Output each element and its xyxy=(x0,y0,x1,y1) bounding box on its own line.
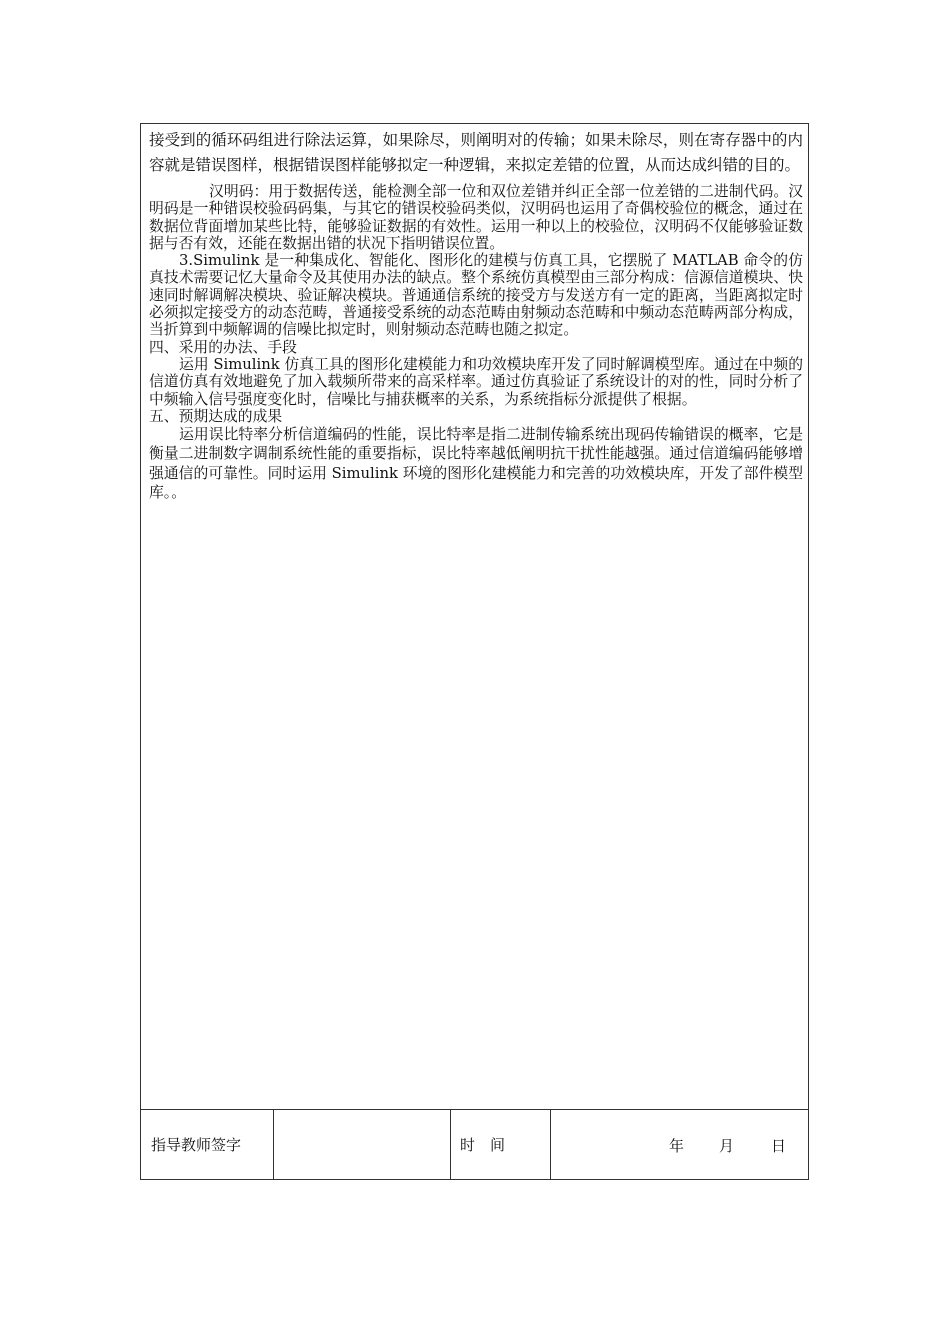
body-text xyxy=(149,128,803,502)
form-frame xyxy=(140,123,809,1180)
year-label: 年 xyxy=(669,1137,685,1155)
paragraph-methods: 运用 Simulink 仿真工具的图形化建模能力和功效模块库开发了同时解调模型库。通过在中频的信道仿真有效地避免了加入载频所带来的高采样率。通过仿真验证了系统设计的对的性，同时分析了中频输入信号强度变化时，信噪比与捕获概率的关系，为系统指标分派提供了根据。 xyxy=(149,355,803,408)
heading-methods: 四、采用的办法、手段 xyxy=(149,338,297,356)
heading-expected-results: 五、预期达成的成果 xyxy=(149,407,283,425)
date-field[interactable] xyxy=(551,1110,808,1179)
time-label: 时 间 xyxy=(450,1110,551,1179)
paragraph-cyclic-code: 接受到的循环码组进行除法运算，如果除尽，则阐明对的传输；如果未除尽，则在寄存器中的内容就是错误图样，根据错误图样能够拟定一种逻辑，来拟定差错的位置，从而达成纠错的目的。 xyxy=(149,131,803,174)
month-label: 月 xyxy=(719,1137,735,1155)
paragraph-hamming-code: 汉明码：用于数据传送，能检测全部一位和双位差错并纠正全部一位差错的二进制代码。汉明码是一种错误校验码码集，与其它的错误校验码类似，汉明码也运用了奇偶校验位的概念，通过在数据位背面增加某些比特，能够验证数据的有效性。运用一种以上的校验位，汉明码不仅能够验证数据与否有效，还能在数据出错的状况下指明错误位置。 xyxy=(149,183,803,252)
paragraph-simulink: 3.Simulink 是一种集成化、智能化、图形化的建模与仿真工具，它摆脱了 MATLAB 命令的仿真技术需要记忆大量命令及其使用办法的缺点。整个系统仿真模型由三部分构成：信源信道模块、快速同时解调解决模块、验证解决模块。普通通信系统的接受方与发送方有一定的距离，当距离拟定时必须拟定接受方的动态范畴，普通接受系统的动态范畴由射频动态范畴和中频动态范畴两部分构成，当折算到中频解调的信噪比拟定时，则射频动态范畴也随之拟定。 xyxy=(149,252,803,339)
advisor-signature-label: 指导教师签字 xyxy=(141,1110,274,1179)
paragraph-expected-results: 运用误比特率分析信道编码的性能，误比特率是指二进制传输系统出现码传输错误的概率，它是衡量二进制数字调制系统性能的重要指标，误比特率越低阐明抗干扰性能越强。通过信道编码能够增强通信的可靠性。同时运用 Simulink 环境的图形化建模能力和完善的功效模块库，开发了部件模型库。。 xyxy=(149,426,803,502)
signature-row xyxy=(141,1109,808,1179)
day-label: 日 xyxy=(771,1137,787,1155)
advisor-signature-field[interactable] xyxy=(274,1110,451,1179)
